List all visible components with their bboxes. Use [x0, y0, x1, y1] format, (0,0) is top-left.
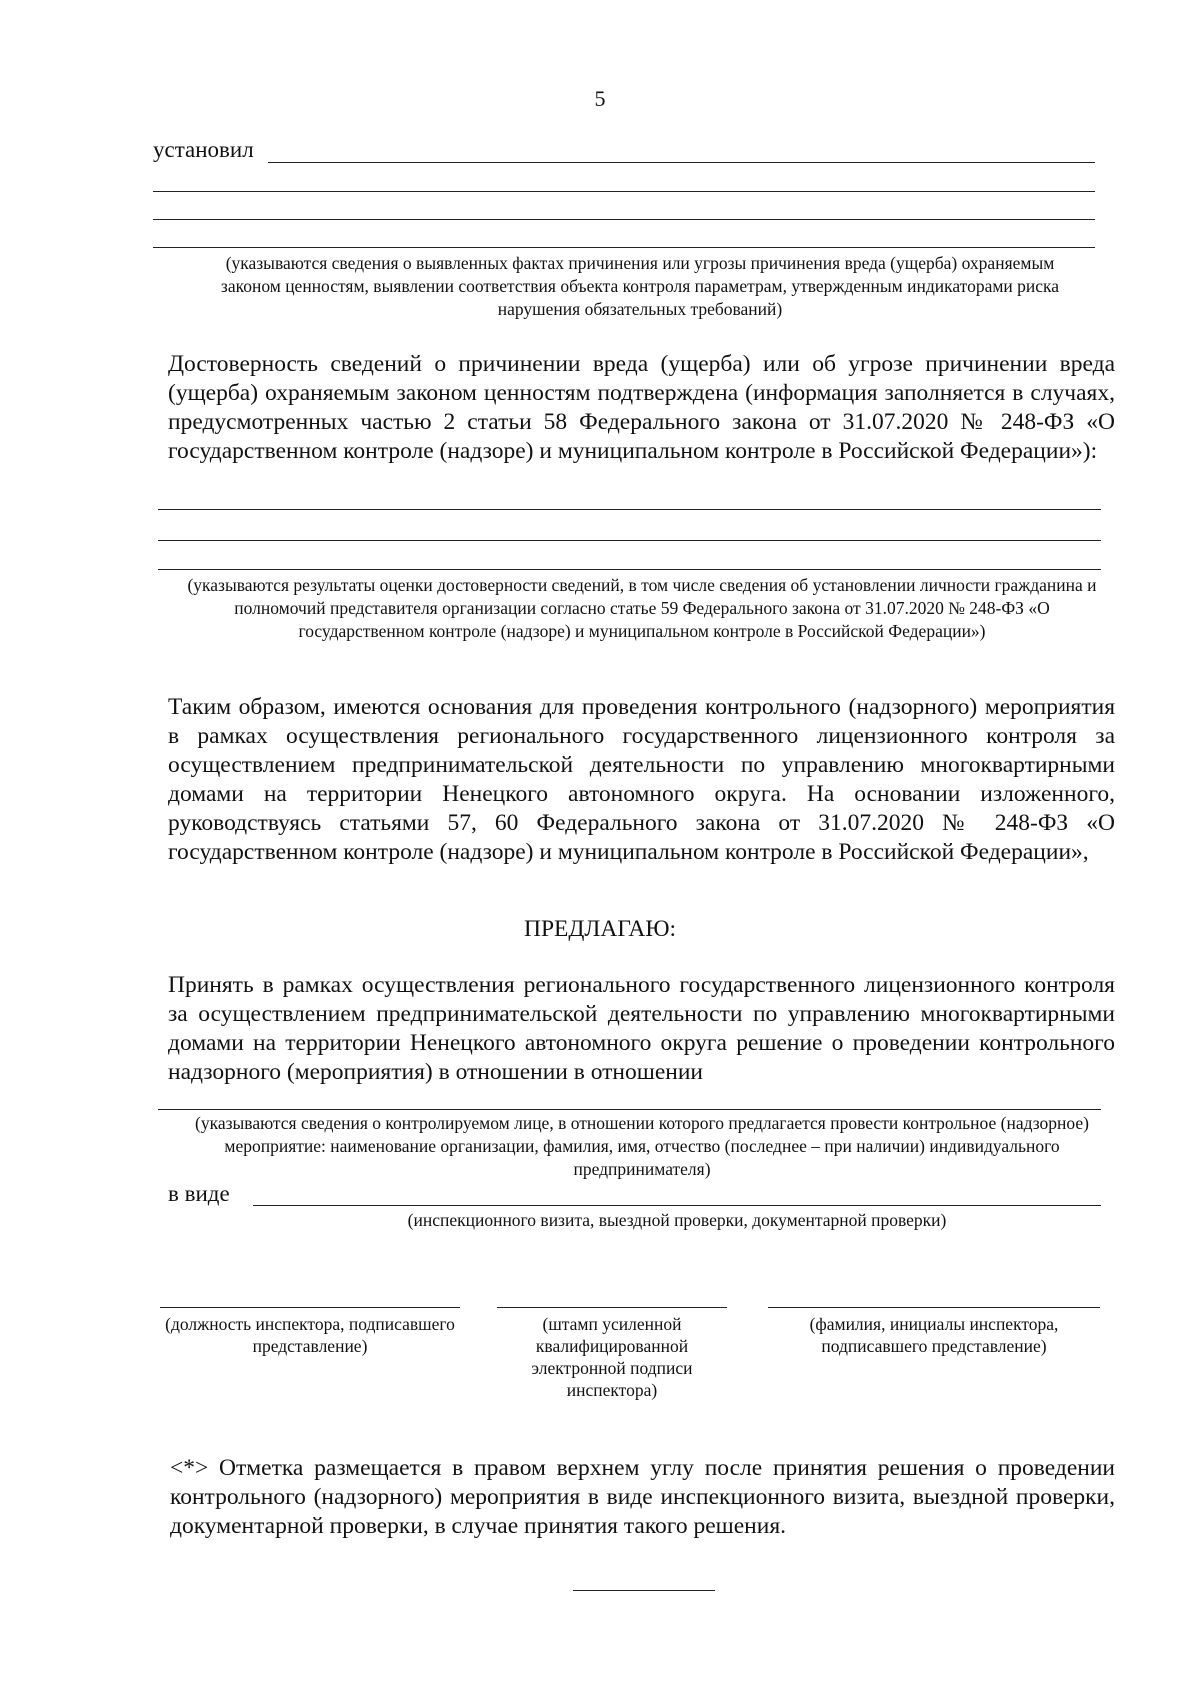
position-fill-line[interactable] [160, 1307, 460, 1308]
signature-stamp-caption: (штамп усиленной квалифицированной электронной подписи инспектора) [531, 1314, 693, 1400]
heading-propose: ПРЕДЛАГАЮ: [523, 916, 676, 942]
paragraph-grounds: Таким образом, имеются основания для проведения контрольного (надзорного) мероприятия в рамках осуществления регионального государственного лицензионного контроля за осуществлением предпринимательской деятельности по управлению многоквартирными домами на территории Ненецкого автономного округа. На основании изложенного, руководствуясь статьями 57, 60 Федерального закона от 31.07.2020 № 248-ФЗ «О государственном контроле (надзоре) и муниципальном контроле в Российской Федерации», [168, 694, 1115, 865]
reliability-fill-line-2[interactable] [158, 540, 1101, 541]
footnote: <*> Отметка размещается в правом верхнем углу после принятия решения о проведении контрольного (надзорного) мероприятия в виде инспекционного визита, выездной проверки, документарной проверки, в случае принятия такого решения. [170, 1455, 1115, 1539]
reliability-fill-line-1[interactable] [158, 509, 1101, 510]
in-form-fill-line[interactable] [253, 1205, 1101, 1206]
note-harm-facts: (указываются сведения о выявленных фактах причинения или угрозы причинения вреда (ущерба) охраняемым законом ценностям, выявлении соответствия объекта контроля параметрам, утвержденным индикаторами риска нарушения обязательных требований) [220, 253, 1060, 319]
page-number: 5 [594, 86, 606, 111]
established-fill-line-3[interactable] [153, 219, 1095, 220]
reliability-fill-line-3[interactable] [158, 569, 1101, 570]
controlled-entity-fill-line[interactable] [158, 1109, 1101, 1110]
signature-position-caption: (должность инспектора, подписавшего представление) [165, 1314, 455, 1356]
stamp-fill-line[interactable] [497, 1307, 727, 1308]
paragraph-accept: Принять в рамках осуществления регионального государственного лицензионного контроля за осуществлением предпринимательской деятельности по управлению многоквартирными домами на территории Ненецкого автономного округа решение о проведении контрольного надзорного (мероприятия) в отношении в отношении [168, 972, 1115, 1085]
established-fill-line-1[interactable] [268, 162, 1095, 163]
in-form-label: в виде [168, 1181, 230, 1206]
paragraph-reliability: Достоверность сведений о причинении вреда (ущерба) или об угрозе причинении вреда (ущерба) охраняемым законом ценностям подтверждена (информация заполняется в случаях, предусмотренных частью 2 статьи 58 Федерального закона от 31.07.2020 № 248-ФЗ «О государственном контроле (надзоре) и муниципальном контроле в Российской Федерации»): [168, 351, 1115, 464]
established-fill-line-4[interactable] [153, 247, 1095, 248]
note-controlled-entity: (указываются сведения о контролируемом лице, в отношении которого предлагается провести контрольное (надзорное) мероприятие: наименование организации, фамилия, имя, отчество (последнее – при наличии) индивидуального предпринимателя) [195, 1113, 1089, 1179]
signature-name-caption: (фамилия, инициалы инспектора, подписавшего представление) [809, 1314, 1059, 1356]
note-inspection-type: (инспекционного визита, выездной проверки, документарной проверки) [407, 1210, 947, 1230]
name-fill-line[interactable] [768, 1307, 1100, 1308]
established-fill-line-2[interactable] [153, 191, 1095, 192]
end-of-document-line [573, 1590, 715, 1591]
established-label: установил [153, 137, 254, 162]
note-reliability-results: (указываются результаты оценки достоверности сведений, в том числе сведения об установлении личности гражданина и полномочий представителя организации согласно статье 59 Федерального закона от 31.07.2020 № 248-ФЗ «О государственном контроле (надзоре) и муниципальном контроле в Российской Федерации») [187, 575, 1097, 641]
